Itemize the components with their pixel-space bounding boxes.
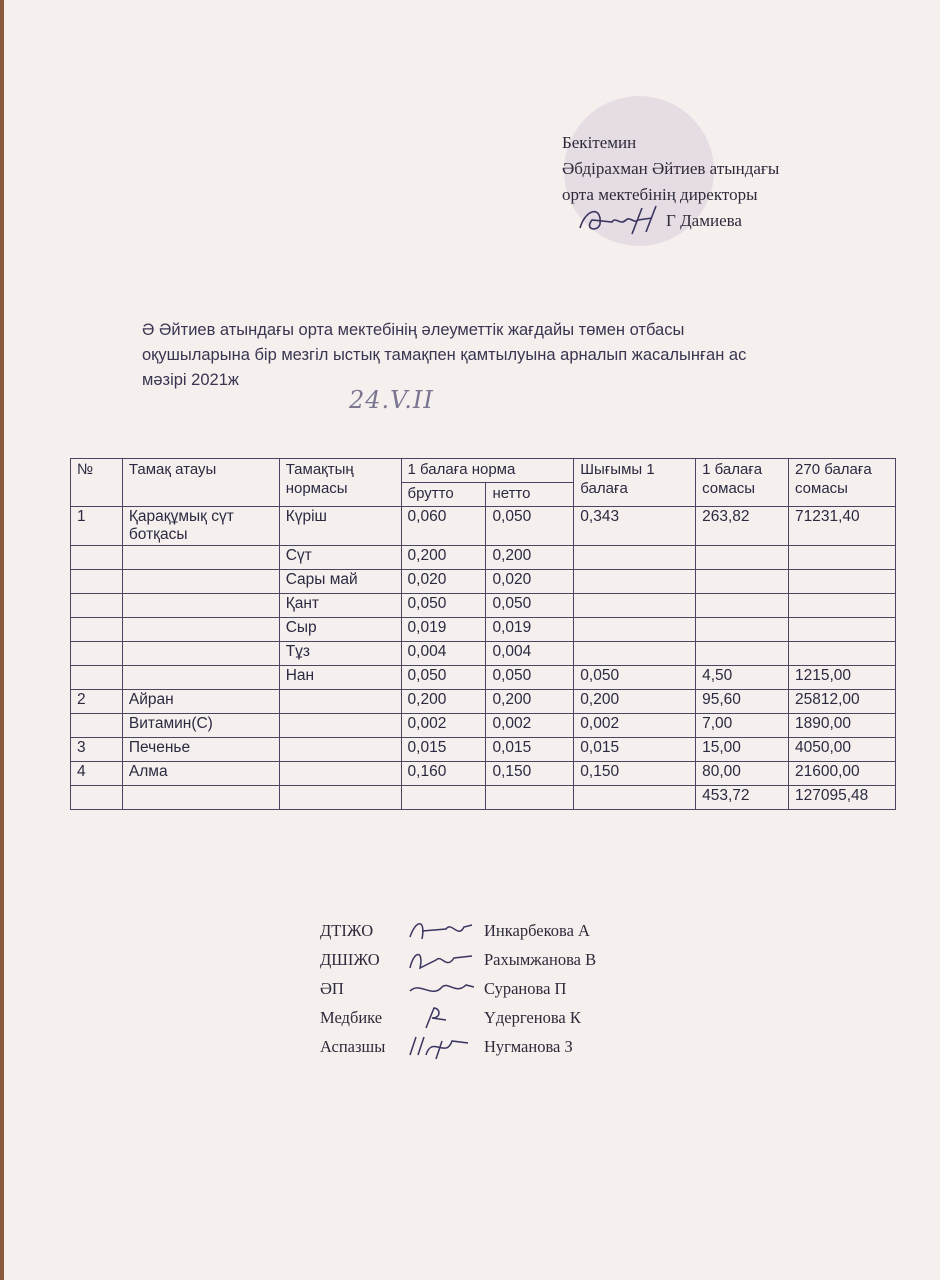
cell-food: Печенье xyxy=(122,738,279,762)
cell-sum270: 127095,48 xyxy=(789,786,896,810)
header-per-child: 1 балаға норма xyxy=(401,459,574,483)
table-row xyxy=(71,507,896,546)
signer-name: Рахымжанова В xyxy=(484,950,597,969)
cell-cost xyxy=(574,570,696,594)
cell-num: 4 xyxy=(71,762,123,786)
signer-name: Инкарбекова А xyxy=(484,921,590,940)
cell-food xyxy=(122,642,279,666)
cell-item xyxy=(279,738,401,762)
cell-sum270 xyxy=(789,594,896,618)
document-page xyxy=(4,0,940,1280)
title-line-1: Ә Әйтиев атындағы орта мектебінің әлеуметтік жағдайы төмен отбасы xyxy=(142,321,685,339)
cell-sum1: 95,60 xyxy=(696,690,789,714)
cell-num xyxy=(71,594,123,618)
handwritten-date: 24.V.II xyxy=(349,386,434,414)
signer-name: Суранова П xyxy=(484,979,567,998)
cell-netto: 0,002 xyxy=(486,714,574,738)
cell-food: Айран xyxy=(122,690,279,714)
cell-netto: 0,015 xyxy=(486,738,574,762)
signer-role: Аспазшы xyxy=(320,1037,386,1056)
cell-food: Алма xyxy=(122,762,279,786)
cell-brutto: 0,015 xyxy=(401,738,486,762)
cell-brutto: 0,050 xyxy=(401,594,486,618)
cell-cost xyxy=(574,594,696,618)
cell-food: Қарақұмық сүт ботқасы xyxy=(122,507,279,546)
cell-item: Тұз xyxy=(279,642,401,666)
cell-netto: 0,200 xyxy=(486,546,574,570)
cell-food xyxy=(122,666,279,690)
signer-role: ДШІЖО xyxy=(320,950,380,969)
handwritten-signature xyxy=(406,946,478,974)
cell-sum1: 453,72 xyxy=(696,786,789,810)
cell-netto xyxy=(486,786,574,810)
table-row xyxy=(71,666,896,690)
approval-line-2: Әбдірахман Әйтиев атындағы xyxy=(562,159,780,178)
document-title xyxy=(142,318,882,393)
signer-row xyxy=(320,1003,596,1032)
cell-sum1: 7,00 xyxy=(696,714,789,738)
cell-sum270 xyxy=(789,546,896,570)
header-cost: Шығымы 1 балаға xyxy=(574,459,696,507)
cell-num xyxy=(71,570,123,594)
table-row xyxy=(71,762,896,786)
cell-item: Күріш xyxy=(279,507,401,546)
header-sum1: 1 балаға сомасы xyxy=(696,459,789,507)
cell-food: Витамин(С) xyxy=(122,714,279,738)
cell-sum1: 15,00 xyxy=(696,738,789,762)
cell-netto: 0,004 xyxy=(486,642,574,666)
cell-sum1 xyxy=(696,570,789,594)
signer-row xyxy=(320,945,596,974)
cell-item: Нан xyxy=(279,666,401,690)
handwritten-signature xyxy=(406,1004,478,1032)
cell-sum1: 80,00 xyxy=(696,762,789,786)
cell-sum1 xyxy=(696,546,789,570)
handwritten-signature xyxy=(406,975,478,1003)
signer-row xyxy=(320,974,596,1003)
cell-item xyxy=(279,762,401,786)
cell-sum1: 4,50 xyxy=(696,666,789,690)
cell-food xyxy=(122,594,279,618)
cell-cost: 0,150 xyxy=(574,762,696,786)
cell-num: 3 xyxy=(71,738,123,762)
table-row xyxy=(71,594,896,618)
cell-cost xyxy=(574,546,696,570)
approval-signer-name: Г Дамиева xyxy=(666,211,742,230)
signer-row xyxy=(320,1032,596,1061)
table-row xyxy=(71,546,896,570)
signer-role: Медбике xyxy=(320,1008,383,1027)
table-row xyxy=(71,786,896,810)
cell-netto: 0,050 xyxy=(486,594,574,618)
header-norm: Тамақтың нормасы xyxy=(279,459,401,507)
cell-food xyxy=(122,618,279,642)
table-row xyxy=(71,690,896,714)
cell-cost xyxy=(574,786,696,810)
cell-netto: 0,020 xyxy=(486,570,574,594)
cell-item xyxy=(279,714,401,738)
header-brutto: брутто xyxy=(401,483,486,507)
signer-role: ДТІЖО xyxy=(320,921,374,940)
approval-line-3: орта мектебінің директоры xyxy=(562,185,758,204)
cell-netto: 0,019 xyxy=(486,618,574,642)
cell-brutto xyxy=(401,786,486,810)
cell-netto: 0,200 xyxy=(486,690,574,714)
cell-sum270 xyxy=(789,642,896,666)
table-row xyxy=(71,570,896,594)
cell-cost: 0,050 xyxy=(574,666,696,690)
cell-brutto: 0,200 xyxy=(401,546,486,570)
cell-sum1: 263,82 xyxy=(696,507,789,546)
cell-sum270: 21600,00 xyxy=(789,762,896,786)
cell-cost: 0,002 xyxy=(574,714,696,738)
header-netto: нетто xyxy=(486,483,574,507)
cell-num xyxy=(71,714,123,738)
title-line-2: оқушыларына бір мезгіл ыстық тамақпен қамтылуына арналып жасалынған ас xyxy=(142,346,747,364)
approval-signature-line xyxy=(562,208,779,234)
cell-brutto: 0,020 xyxy=(401,570,486,594)
cell-sum1 xyxy=(696,594,789,618)
cell-item: Сыр xyxy=(279,618,401,642)
signers-block xyxy=(320,916,596,1061)
cell-food xyxy=(122,786,279,810)
cell-netto: 0,050 xyxy=(486,507,574,546)
approval-line-1: Бекітемин xyxy=(562,133,637,152)
signer-role: ӘП xyxy=(320,979,344,998)
header-num: № xyxy=(71,459,123,507)
cell-sum270: 71231,40 xyxy=(789,507,896,546)
cell-sum1 xyxy=(696,618,789,642)
cell-sum270: 1890,00 xyxy=(789,714,896,738)
table-row xyxy=(71,618,896,642)
cell-sum270: 4050,00 xyxy=(789,738,896,762)
cell-sum1 xyxy=(696,642,789,666)
handwritten-signature xyxy=(406,1033,478,1061)
cell-item: Сүт xyxy=(279,546,401,570)
cell-num: 2 xyxy=(71,690,123,714)
signer-row xyxy=(320,916,596,945)
menu-table xyxy=(70,458,896,810)
approval-block xyxy=(562,130,779,234)
cell-cost xyxy=(574,642,696,666)
cell-netto: 0,050 xyxy=(486,666,574,690)
cell-brutto: 0,004 xyxy=(401,642,486,666)
cell-cost: 0,200 xyxy=(574,690,696,714)
cell-brutto: 0,019 xyxy=(401,618,486,642)
cell-brutto: 0,060 xyxy=(401,507,486,546)
cell-sum270: 25812,00 xyxy=(789,690,896,714)
table-row xyxy=(71,738,896,762)
cell-food xyxy=(122,570,279,594)
cell-cost: 0,343 xyxy=(574,507,696,546)
cell-cost: 0,015 xyxy=(574,738,696,762)
table-row xyxy=(71,714,896,738)
cell-sum270 xyxy=(789,618,896,642)
director-signature xyxy=(572,202,672,236)
cell-netto: 0,150 xyxy=(486,762,574,786)
cell-sum270: 1215,00 xyxy=(789,666,896,690)
handwritten-signature xyxy=(406,917,478,945)
cell-num xyxy=(71,666,123,690)
cell-num xyxy=(71,786,123,810)
cell-brutto: 0,050 xyxy=(401,666,486,690)
table-row xyxy=(71,642,896,666)
cell-num xyxy=(71,546,123,570)
table-header-row xyxy=(71,459,896,483)
cell-item: Сары май xyxy=(279,570,401,594)
header-sum270: 270 балаға сомасы xyxy=(789,459,896,507)
cell-num xyxy=(71,618,123,642)
cell-item xyxy=(279,786,401,810)
cell-food xyxy=(122,546,279,570)
header-food: Тамақ атауы xyxy=(122,459,279,507)
title-line-3: мәзірі 2021ж xyxy=(142,371,239,389)
cell-cost xyxy=(574,618,696,642)
cell-item: Қант xyxy=(279,594,401,618)
signer-name: Үдергенова К xyxy=(484,1008,581,1027)
cell-brutto: 0,200 xyxy=(401,690,486,714)
signer-name: Нугманова З xyxy=(484,1037,573,1056)
cell-brutto: 0,160 xyxy=(401,762,486,786)
cell-sum270 xyxy=(789,570,896,594)
cell-item xyxy=(279,690,401,714)
cell-num xyxy=(71,642,123,666)
cell-num: 1 xyxy=(71,507,123,546)
cell-brutto: 0,002 xyxy=(401,714,486,738)
